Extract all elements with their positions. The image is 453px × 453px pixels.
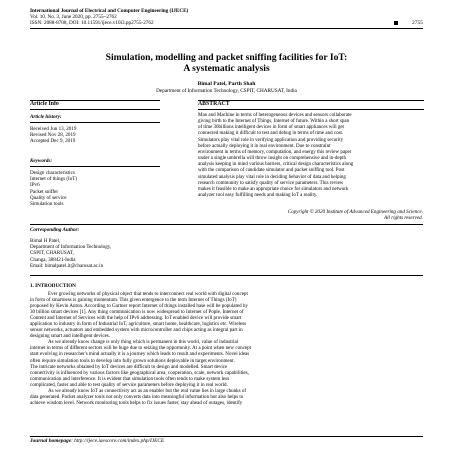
intro-line: As we already know IoT as connectivity act as an enabler but the real value lies in large chunks of [48,387,247,394]
history-rule [30,122,160,123]
intro-body [30,291,423,406]
abstract-line: giving birth to the Internet of Things, Internet of future. Within a short span [198,119,350,125]
journal-header [30,8,188,27]
keyword-item: Packet sniffer [30,188,59,195]
authors: Bimal Patel, Parth Shah [197,81,256,87]
abstract-heading: ABSTRACT [198,101,230,107]
copyright-line-2: All rights reserved. [384,215,423,222]
intro-line: achieve wisdom level. Network monitoring tools helps to fix issues faster, stay ahead of outages, identify [30,399,243,406]
page-number-block [394,20,423,26]
title-line-2: A systematic analysis [183,63,270,74]
abstract-line: makes it feasible to make an appropriate choice for simulators and network [198,186,349,192]
journal-name: International Journal of Electrical and Computer Engineering (IJECE) [30,8,189,14]
intro-line: The intricate networks obtained by IoT devices are difficult to design and modelled. Smart device [30,363,228,370]
intro-line: in form of smartness is gaining momentum. This given emergence to the term Internet of Things (IoT) [30,297,237,304]
abstract-line: research community to satisfy quality of service parameters. This review [198,180,344,186]
corresponding-inst: CSPIT, CHARUSAT, [30,250,74,257]
abstract-body [198,113,424,199]
abstract-rule-top [198,100,424,101]
abstract-line: connected making it difficult to test and debug in terms of time and cost. [198,131,344,137]
paper-title [0,52,453,74]
copyright-line-1: Copyright © 2020 Institute of Advanced Engineering and Science. [287,209,423,215]
abstract-line: simulated analysis play vital role in deciding behavior of data and helping [198,174,346,180]
intro-line: internet in terms of different sectors will be huge due to seizing the opportunity. At a point when new concept [30,345,252,352]
article-history-heading: Article history: [30,114,62,120]
corresponding-heading: Corresponding Author: [30,227,80,233]
header-rule [30,28,423,29]
intro-line: communication and interference. It is evident that simulation tools often tends to make system less [30,375,230,382]
homepage-url[interactable]: : http://ijece.iaescore.com/index.php/IJECE [71,438,165,444]
keywords-rule [30,166,160,167]
article-info-heading: Article Info [30,101,59,107]
homepage-label: Journal homepage [30,438,72,444]
keywords-list [30,170,77,207]
abstract-line: environment in terms of memory, computation, and energy this review paper [198,149,352,155]
intro-line: start evolving in researcher's mind actually it is a journey which leads to result and experiments. Novel ideas [30,351,250,358]
journal-issn: ISSN: 2088-8708, DOI: 10.11591/ijece.v10i3.pp2755-2762 [30,20,154,27]
square-icon [394,21,398,25]
corresponding-city: Changa, 388421-India [30,256,76,263]
abstract-line: under a single umbrella will throw insight on comprehensive and in-depth [198,156,347,162]
keyword-item: Internet of things (IoT) [30,176,78,183]
intro-line: application to industry in form of Industrial IoT, agriculture, smart home, healthcare, logistics etc. Wireless [30,321,247,328]
keyword-item: Quality of service [30,194,67,201]
history-accepted: Accepted Dec 9, 2019 [30,138,76,145]
article-history-list [30,126,76,145]
intro-line: sensor networks, actuators and embedded system with microcontroller and chips acting as integral part in [30,327,243,334]
footer-rule [30,436,423,437]
keywords-heading: Keywords: [30,158,53,164]
corresponding-dept: Department of Information Technology, [30,244,112,251]
corresponding-name: Bimal H Patel, [30,238,61,244]
keyword-item: Design characteristics [30,170,75,176]
keyword-item: IPv6 [30,182,40,189]
abstract-line: before actually deploying it in real environment. Due to constraint [198,143,331,149]
intro-heading: 1. INTRODUCTION [30,283,76,289]
intro-line: As we already know change is only thing which is permanent in this world, value of industrial [48,339,239,346]
abstract-rule-bottom [198,109,424,110]
intro-line: connectivity is influenced by various factors like geographical area, cooperation, scale, network capabilities, [30,369,249,376]
abstract-line: Man and Machine in terms of heterogeneous devices and sensors collaborate [198,113,352,118]
journal-volume: Vol. 10, No. 3, June 2020, pp. 2755~2762 [30,14,117,21]
abstract-line: of time 30billions intelligent devices in form of smart appliances will get [198,125,344,131]
history-revised: Revised Nov 28, 2019 [30,132,76,139]
intro-line: proposed by Kevin Anton. According to Gartner report Internet of things installed base will be populated by [30,303,248,310]
intro-line: often require simulation tools to develop into fully grown solutions deployable in target environment. [30,357,235,364]
abstract-line: analysis keeping in mind various barriers, critical design characteristics along [198,162,354,168]
intro-line: data generated. Packet analyzer tools not only converts data into meaningful information but also helps to [30,393,244,400]
history-received: Received Jun 13, 2019 [30,126,77,132]
article-info-rule-bottom [30,109,160,110]
corresponding-rule-bottom [30,275,423,276]
intro-line: Ever growing networks of physical object that tends to interconnect real world with digital concept [48,291,248,297]
page-number: 2755 [412,20,423,26]
affiliation: Department of Information Technology, CSPIT, CHARUSAT, India [156,88,297,94]
abstract-line: with the comparison of candidate simulator and packet sniffing tool. Post [198,168,345,174]
intro-line: 30 billion smart devices [1]. Any thing communication is now widespread to Internet of Pople, Internet of [30,309,244,316]
corresponding-rule-top [30,224,423,225]
copyright [288,209,423,221]
intro-line: complicated, faster and able to test quality of service parameters before deploying it in real world. [30,381,228,388]
abstract-line: Simulators play vital role in verifying application and providing security [198,137,344,143]
abstract-line: analyzer tool easy fulfilling needs and making IoT a reality. [198,193,318,199]
journal-homepage [30,438,164,444]
corresponding-details [30,238,111,269]
title-line-1: Simulation, modelling and packet sniffing facilities for IoT: [105,52,348,63]
keyword-item: Simulation tools [30,201,64,208]
intro-line: Content and Internet of Services with the help of IPv6 addressing. IoT enabled device will provide smart [30,315,242,322]
corresponding-email: Email: bimalpatel.it@charusat.ac.in [30,262,104,269]
intro-line: designing smart and intelligent devices. [30,333,111,340]
